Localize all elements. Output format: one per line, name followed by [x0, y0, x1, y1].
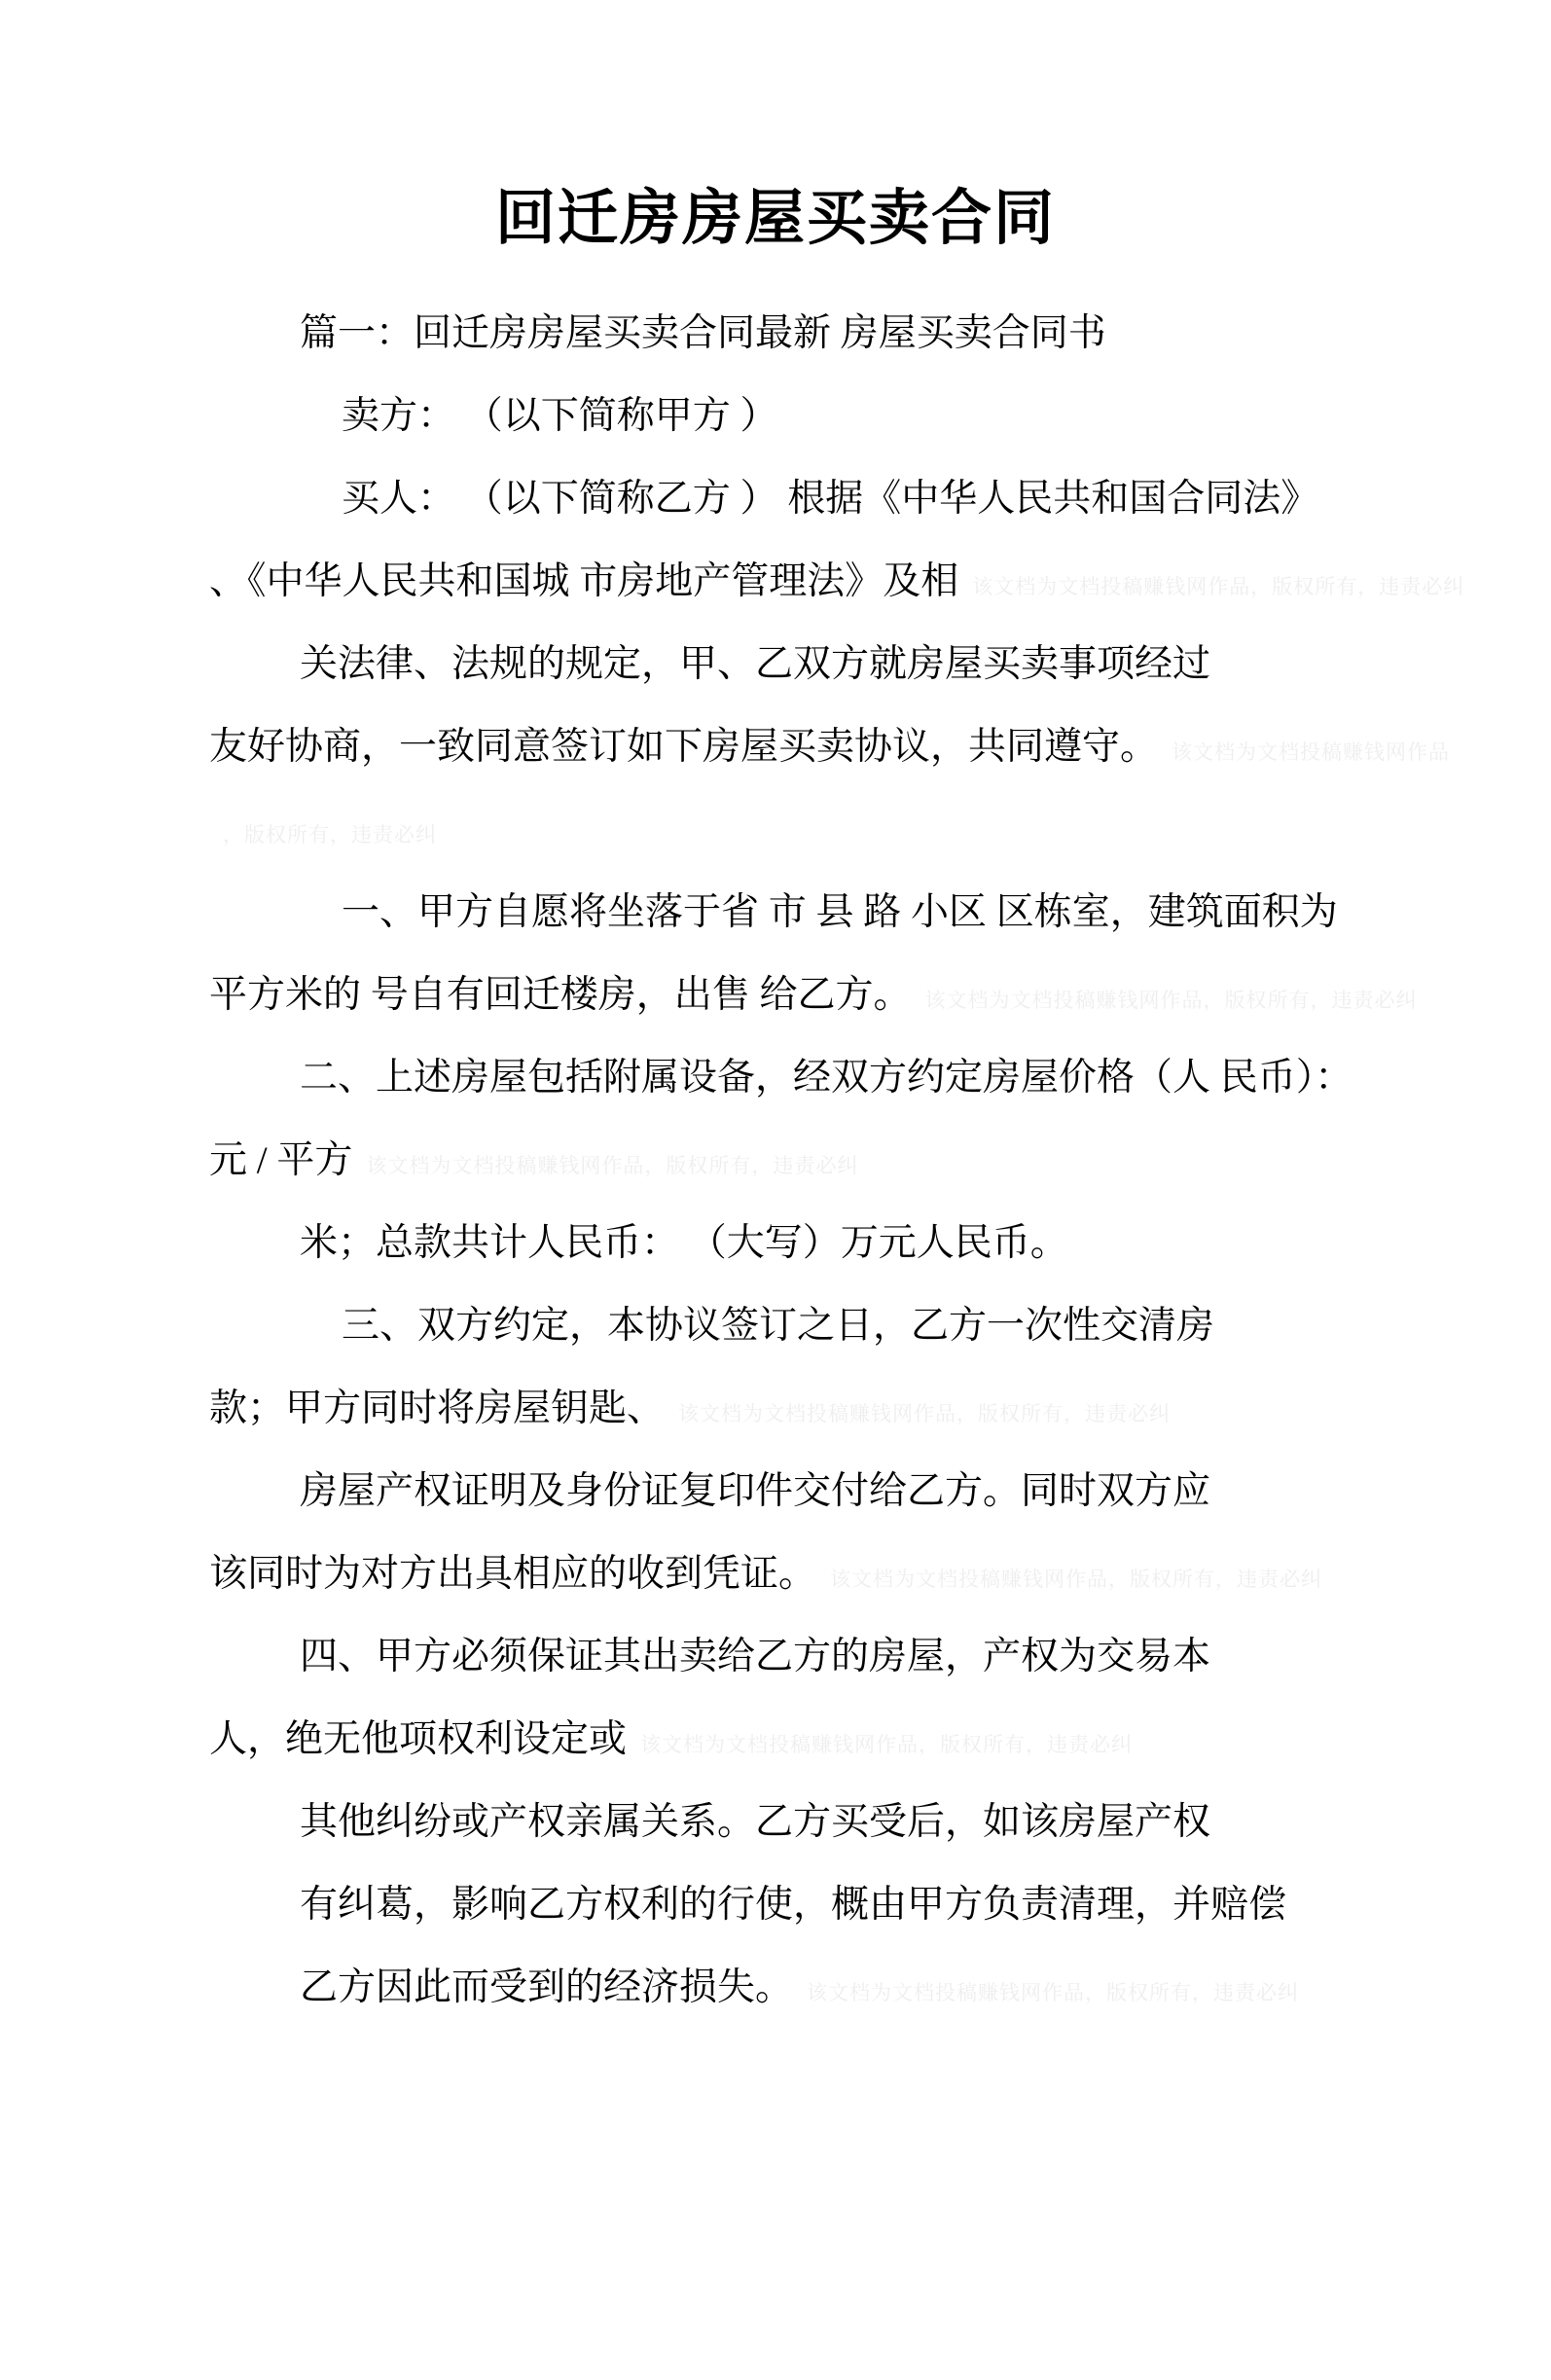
document-body — [209, 292, 1465, 2029]
document-line — [209, 788, 1425, 871]
document-line — [209, 1367, 1425, 1450]
document-line — [209, 1533, 1425, 1615]
document-line — [209, 540, 1465, 623]
document-line — [209, 1119, 1425, 1202]
document-line — [209, 375, 1425, 457]
watermark-text: 该文档为文档投稿赚钱网作品 — [1172, 740, 1451, 764]
page-title: 回迁房房屋买卖合同 — [494, 185, 1056, 252]
watermark-text: 该文档为文档投稿赚钱网作品，版权所有，违责必纠 — [972, 575, 1465, 598]
watermark-text: 该文档为文档投稿赚钱网作品，版权所有，违责必纠 — [678, 1402, 1172, 1425]
document-line — [209, 1284, 1425, 1367]
document-line — [209, 1450, 1425, 1533]
line-text: 卖方： （以下简称甲方 ） — [342, 395, 778, 437]
document-page — [0, 185, 1551, 2380]
document-line — [209, 1202, 1425, 1284]
document-line — [209, 1781, 1425, 1863]
line-text: 关法律、法规的规定，甲、乙双方就房屋买卖事项经过 — [300, 643, 1211, 685]
document-line — [209, 1946, 1425, 2029]
watermark-text: ，版权所有，违责必纠 — [223, 823, 437, 847]
line-text: 元 / 平方 — [209, 1139, 353, 1181]
document-line — [209, 705, 1451, 788]
line-text: 三、双方约定，本协议签订之日，乙方一次性交清房 — [342, 1305, 1215, 1347]
line-text: 人，绝无他项权利设定或 — [209, 1718, 628, 1760]
document-line — [209, 623, 1425, 705]
line-text: 该同时为对方出具相应的收到凭证。 — [209, 1553, 817, 1595]
line-text: 、《中华人民共和国城 市房地产管理法》及相 — [209, 560, 959, 602]
line-text: 买人： （以下简称乙方 ） 根据《中华人民共和国合同法》 — [342, 478, 1319, 520]
line-text: 一、甲方自愿将坐落于省 市 县 路 小区 区栋室，建筑面积为 — [342, 891, 1338, 933]
watermark-text: 该文档为文档投稿赚钱网作品，版权所有，违责必纠 — [830, 1568, 1323, 1591]
watermark-text: 该文档为文档投稿赚钱网作品，版权所有，违责必纠 — [366, 1154, 859, 1177]
watermark-text: 该文档为文档投稿赚钱网作品，版权所有，违责必纠 — [640, 1733, 1134, 1756]
line-text: 米；总款共计人民币： （大写）万元人民币。 — [300, 1222, 1068, 1264]
line-text: 篇一：回迁房房屋买卖合同最新 房屋买卖合同书 — [300, 312, 1106, 354]
document-line — [209, 1036, 1425, 1119]
line-text: 友好协商，一致同意签订如下房屋买卖协议，共同遵守。 — [209, 726, 1159, 768]
document-line — [209, 1615, 1425, 1698]
document-line — [209, 457, 1425, 540]
line-text: 其他纠纷或产权亲属关系。乙方买受后，如该房屋产权 — [300, 1801, 1211, 1843]
line-text: 款；甲方同时将房屋钥匙、 — [209, 1388, 666, 1429]
watermark-text: 该文档为文档投稿赚钱网作品，版权所有，违责必纠 — [924, 989, 1418, 1012]
document-line — [209, 1863, 1425, 1946]
line-text: 房屋产权证明及身份证复印件交付给乙方。同时双方应 — [300, 1470, 1211, 1512]
document-line — [209, 1698, 1425, 1781]
document-line — [209, 292, 1425, 375]
line-text: 有纠葛，影响乙方权利的行使，概由甲方负责清理，并赔偿 — [300, 1884, 1287, 1926]
line-text: 二、上述房屋包括附属设备，经双方约定房屋价格（人 民币）： — [300, 1057, 1353, 1099]
document-line — [209, 871, 1425, 954]
line-text: 平方米的 号自有回迁楼房，出售 给乙方。 — [209, 974, 912, 1016]
document-line — [209, 954, 1425, 1036]
line-text: 四、甲方必须保证其出卖给乙方的房屋，产权为交易本 — [300, 1636, 1211, 1677]
watermark-text: 该文档为文档投稿赚钱网作品，版权所有，违责必纠 — [807, 1981, 1300, 2004]
line-text: 乙方因此而受到的经济损失。 — [300, 1966, 794, 2008]
